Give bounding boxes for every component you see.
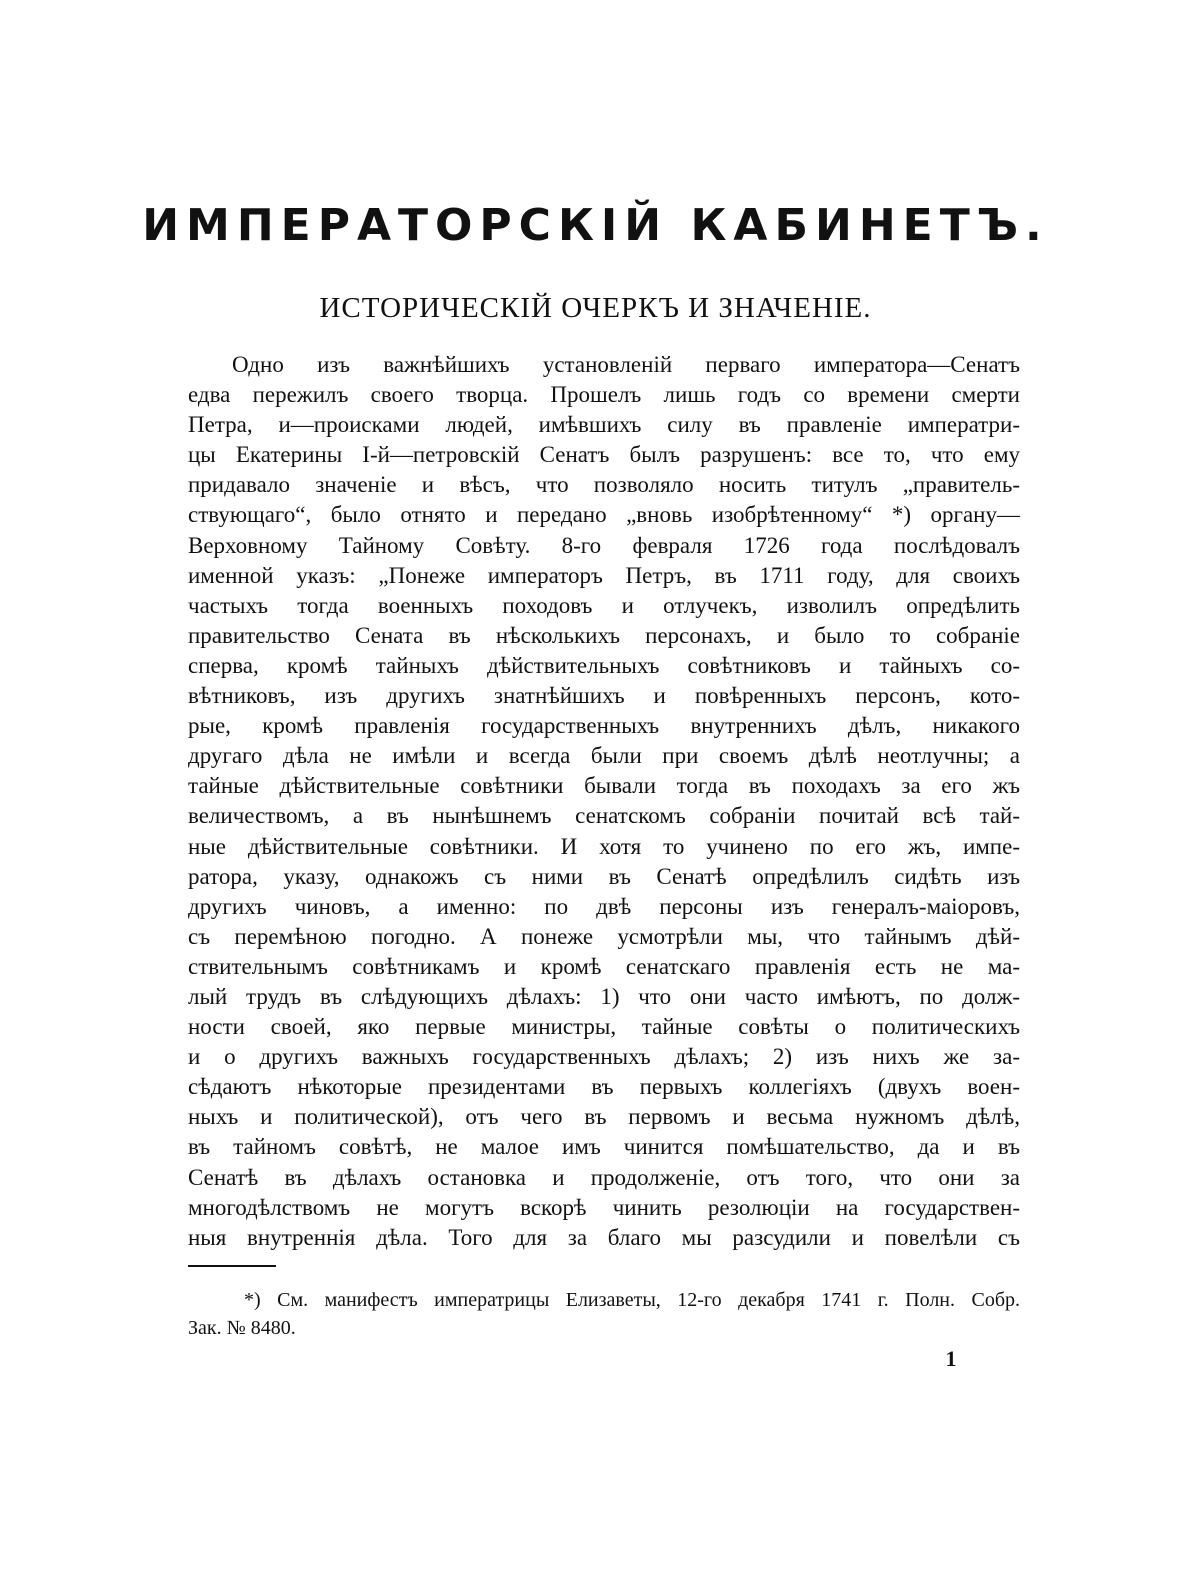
text-line: въ тайномъ совѣтѣ, не малое имъ чинится помѣшательство, да и въ (188, 1134, 1020, 1160)
text-line: другаго дѣла не имѣли и всегда были при своемъ дѣлѣ неотлучны; а (188, 743, 1020, 769)
text-line: ствующаго“, было отнято и передано „вновь изобрѣтенному“ *) органу— (188, 502, 1020, 528)
footnote-divider (188, 1265, 276, 1267)
text-line: лый трудъ въ слѣдующихъ дѣлахъ: 1) что они часто имѣютъ, по долж- (188, 983, 1020, 1009)
text-line: Сенатѣ въ дѣлахъ остановка и продолженіе, отъ того, что они за (188, 1164, 1020, 1190)
page-number: 1 (945, 1346, 957, 1371)
text-line: сперва, кромѣ тайныхъ дѣйствительныхъ совѣтниковъ и тайныхъ со- (188, 652, 1020, 678)
footnote (188, 1286, 1020, 1342)
body-text (188, 350, 1020, 1253)
text-line: съ перемѣною погодно. А понеже усмотрѣли мы, что тайнымъ дѣй- (188, 923, 1020, 949)
text-line: цы Екатерины І-й—петровскій Сенатъ былъ разрушенъ: все то, что ему (188, 442, 1020, 468)
text-line: ные дѣйствительные совѣтники. И хотя то учинено по его жъ, импе- (188, 833, 1020, 859)
text-line: ныхъ и политической), отъ чего въ первомъ и весьма нужномъ дѣлѣ, (188, 1104, 1020, 1130)
page-subtitle: ИСТОРИЧЕСКІЙ ОЧЕРКЪ И ЗНАЧЕНІЕ. (319, 292, 872, 324)
text-line: ствительнымъ совѣтникамъ и кромѣ сенатскаго правленія есть не ма- (188, 953, 1020, 979)
text-line: сѣдаютъ нѣкоторые президентами въ первыхъ коллегіяхъ (двухъ воен- (188, 1074, 1020, 1100)
footnote-line: *) См. манифестъ императрицы Елизаветы, 12-го декабря 1741 г. Полн. Собр. (244, 1289, 1020, 1311)
text-line: ныя внутреннія дѣла. Того для за благо мы разсудили и повелѣли съ (188, 1224, 1020, 1250)
text-line: вѣтниковъ, изъ другихъ знатнѣйшихъ и повѣренныхъ персонъ, кото- (188, 683, 1020, 709)
text-line: правительство Сената въ нѣсколькихъ персонахъ, и было то собраніе (188, 622, 1020, 648)
text-line: Петра, и—происками людей, имѣвшихъ силу въ правленіе императри- (188, 412, 1020, 438)
text-line: именной указъ: „Понеже императоръ Петръ, въ 1711 году, для своихъ (188, 562, 1020, 588)
footnote-line: Зак. № 8480. (188, 1317, 296, 1339)
text-line: придавало значеніе и вѣсъ, что позволяло носить титулъ „правитель- (188, 472, 1020, 498)
text-line: частыхъ тогда военныхъ походовъ и отлучекъ, изволилъ опредѣлить (188, 592, 1020, 618)
text-line: другихъ чиновъ, а именно: по двѣ персоны изъ генералъ-маіоровъ, (188, 893, 1020, 919)
text-line: Одно изъ важнѣйшихъ установленій перваго императора—Сенатъ (232, 352, 1020, 377)
text-line: ратора, указу, однакожъ съ ними въ Сенатѣ опредѣлилъ сидѣть изъ (188, 863, 1020, 889)
text-line: многодѣлствомъ не могутъ вскорѣ чинить резолюціи на государствен- (188, 1194, 1020, 1220)
text-line: величествомъ, а въ нынѣшнемъ сенатскомъ собраніи почитай всѣ тай- (188, 803, 1020, 829)
text-line: Верховному Тайному Совѣту. 8-го февраля 1726 года послѣдовалъ (188, 532, 1020, 558)
text-line: едва пережилъ своего творца. Прошелъ лишь годъ со времени смерти (188, 382, 1020, 408)
text-line: рые, кромѣ правленія государственныхъ внутреннихъ дѣлъ, никакого (188, 713, 1020, 739)
text-line: тайные дѣйствительные совѣтники бывали тогда въ походахъ за его жъ (188, 773, 1020, 799)
page-title: ИМПЕРАТОРСКІЙ КАБИНЕТЪ. (142, 200, 1049, 251)
text-line: и о другихъ важныхъ государственныхъ дѣлахъ; 2) изъ нихъ же за- (188, 1044, 1020, 1070)
text-line: ности своей, яко первые министры, тайные совѣты о политическихъ (188, 1014, 1020, 1040)
